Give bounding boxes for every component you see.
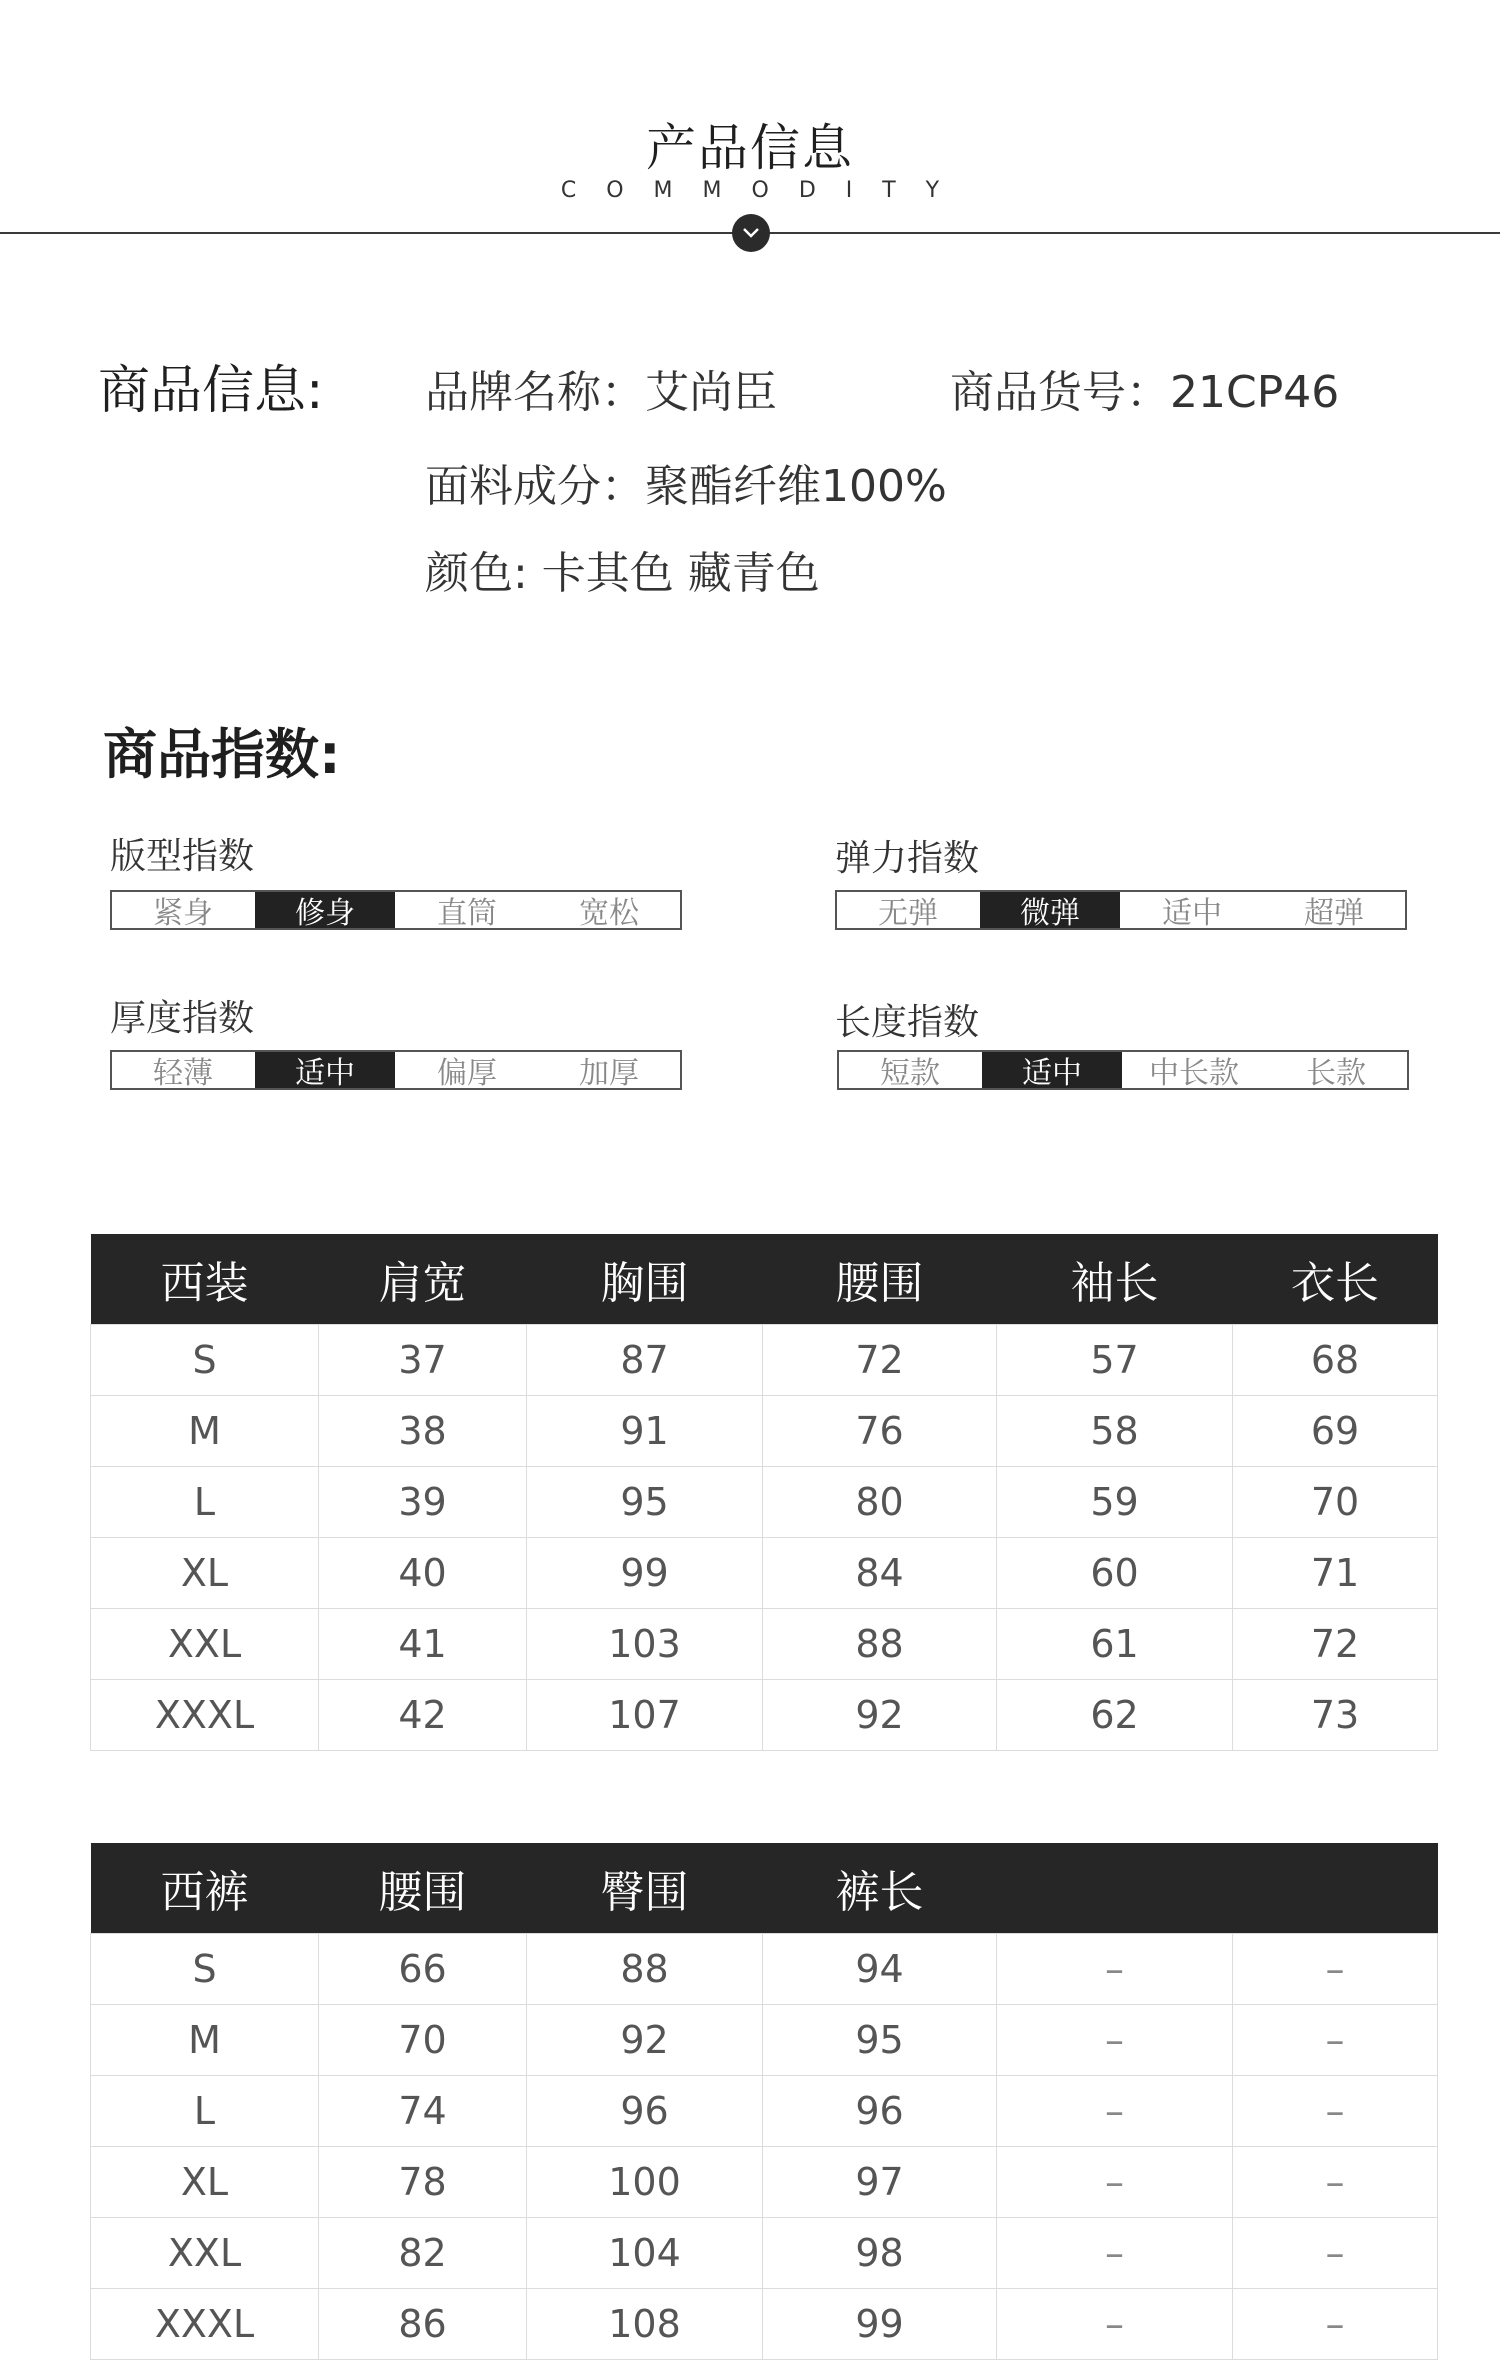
table-cell: 72 — [763, 1325, 997, 1396]
table-cell: 96 — [763, 2076, 997, 2147]
thickness-index-scale — [110, 1050, 682, 1090]
index-option: 紧身 — [153, 896, 213, 931]
table-cell: – — [1233, 2289, 1438, 2360]
stretch-index-scale — [835, 890, 1407, 930]
table-cell: 95 — [763, 2005, 997, 2076]
suit-size-table — [90, 1234, 1438, 1751]
table-cell: M — [91, 2005, 319, 2076]
page-subtitle: COMMODITY — [560, 178, 970, 203]
column-header: 肩宽 — [319, 1234, 527, 1325]
table-row — [91, 2218, 1438, 2289]
table-header-row — [91, 1843, 1438, 1934]
table-row — [91, 1467, 1438, 1538]
table-cell: – — [997, 2218, 1233, 2289]
column-header — [997, 1843, 1233, 1934]
index-option: 直筒 — [437, 896, 497, 931]
index-option: 超弹 — [1304, 896, 1364, 931]
table-cell: – — [997, 2289, 1233, 2360]
column-header — [1233, 1843, 1438, 1934]
table-cell: – — [997, 2076, 1233, 2147]
table-cell: – — [1233, 2005, 1438, 2076]
table-cell: 78 — [319, 2147, 527, 2218]
fit-index-scale — [110, 890, 682, 930]
product-code: 商品货号：21CP46 — [950, 367, 1340, 418]
table-row — [91, 1396, 1438, 1467]
column-header: 西装 — [91, 1234, 319, 1325]
index-option: 宽松 — [579, 896, 639, 931]
table-cell: 97 — [763, 2147, 997, 2218]
table-cell: 108 — [527, 2289, 763, 2360]
column-header: 腰围 — [319, 1843, 527, 1934]
fit-index-label: 版型指数 — [110, 836, 255, 877]
table-cell: 86 — [319, 2289, 527, 2360]
table-cell: 72 — [1233, 1609, 1438, 1680]
table-cell: 80 — [763, 1467, 997, 1538]
column-header: 裤长 — [763, 1843, 997, 1934]
table-cell: 42 — [319, 1680, 527, 1751]
table-cell: – — [1233, 2147, 1438, 2218]
table-cell: S — [91, 1934, 319, 2005]
table-row — [91, 1934, 1438, 2005]
chevron-down-icon — [732, 214, 770, 252]
table-cell: M — [91, 1396, 319, 1467]
table-row — [91, 1538, 1438, 1609]
table-cell: XXL — [91, 1609, 319, 1680]
table-cell: 58 — [997, 1396, 1233, 1467]
index-option: 轻薄 — [153, 1056, 213, 1091]
index-option: 无弹 — [878, 896, 938, 931]
table-cell: 70 — [1233, 1467, 1438, 1538]
table-cell: 59 — [997, 1467, 1233, 1538]
index-option: 适中 — [982, 1052, 1122, 1088]
table-cell: 66 — [319, 1934, 527, 2005]
table-header-row — [91, 1234, 1438, 1325]
table-cell: L — [91, 1467, 319, 1538]
table-cell: 103 — [527, 1609, 763, 1680]
table-cell: 88 — [763, 1609, 997, 1680]
thickness-index-label: 厚度指数 — [110, 998, 255, 1039]
table-cell: XXL — [91, 2218, 319, 2289]
index-option: 中长款 — [1149, 1056, 1239, 1091]
table-cell: 68 — [1233, 1325, 1438, 1396]
index-option: 长款 — [1306, 1056, 1366, 1091]
column-header: 袖长 — [997, 1234, 1233, 1325]
table-row — [91, 2147, 1438, 2218]
index-option: 短款 — [880, 1056, 940, 1091]
table-cell: 69 — [1233, 1396, 1438, 1467]
column-header: 西裤 — [91, 1843, 319, 1934]
fabric-composition: 面料成分：聚酯纤维100% — [425, 461, 947, 512]
column-header: 衣长 — [1233, 1234, 1438, 1325]
table-cell: 100 — [527, 2147, 763, 2218]
table-cell: 84 — [763, 1538, 997, 1609]
column-header: 腰围 — [763, 1234, 997, 1325]
table-cell: – — [997, 2147, 1233, 2218]
table-row — [91, 1325, 1438, 1396]
table-cell: 95 — [527, 1467, 763, 1538]
table-cell: 76 — [763, 1396, 997, 1467]
table-row — [91, 1609, 1438, 1680]
table-cell: XL — [91, 1538, 319, 1609]
table-cell: XL — [91, 2147, 319, 2218]
table-cell: 82 — [319, 2218, 527, 2289]
table-cell: 94 — [763, 1934, 997, 2005]
column-header: 胸围 — [527, 1234, 763, 1325]
index-option: 偏厚 — [437, 1056, 497, 1091]
brand-name: 品牌名称：艾尚臣 — [425, 367, 777, 418]
table-cell: 39 — [319, 1467, 527, 1538]
table-cell: 40 — [319, 1538, 527, 1609]
table-cell: S — [91, 1325, 319, 1396]
table-cell: – — [997, 1934, 1233, 2005]
index-option: 修身 — [255, 892, 395, 928]
length-index-label: 长度指数 — [835, 1002, 980, 1043]
table-cell: 107 — [527, 1680, 763, 1751]
table-cell: 37 — [319, 1325, 527, 1396]
table-cell: – — [1233, 2218, 1438, 2289]
table-cell: 92 — [763, 1680, 997, 1751]
table-cell: 60 — [997, 1538, 1233, 1609]
table-cell: XXXL — [91, 1680, 319, 1751]
table-cell: 91 — [527, 1396, 763, 1467]
table-cell: 99 — [763, 2289, 997, 2360]
color-options: 颜色: 卡其色 藏青色 — [425, 548, 820, 599]
table-row — [91, 2076, 1438, 2147]
table-cell: 98 — [763, 2218, 997, 2289]
index-option: 加厚 — [579, 1056, 639, 1091]
table-cell: 96 — [527, 2076, 763, 2147]
info-heading: 商品信息: — [98, 361, 324, 421]
table-cell: 70 — [319, 2005, 527, 2076]
table-cell: 62 — [997, 1680, 1233, 1751]
table-cell: – — [1233, 2076, 1438, 2147]
table-cell: 73 — [1233, 1680, 1438, 1751]
table-cell: – — [997, 2005, 1233, 2076]
table-cell: 87 — [527, 1325, 763, 1396]
table-cell: 88 — [527, 1934, 763, 2005]
table-cell: 74 — [319, 2076, 527, 2147]
table-cell: 104 — [527, 2218, 763, 2289]
index-option: 微弹 — [980, 892, 1120, 928]
table-cell: 38 — [319, 1396, 527, 1467]
table-cell: 41 — [319, 1609, 527, 1680]
page-title: 产品信息 — [646, 119, 854, 177]
table-cell: XXXL — [91, 2289, 319, 2360]
table-cell: – — [1233, 1934, 1438, 2005]
column-header: 臀围 — [527, 1843, 763, 1934]
pants-size-table — [90, 1843, 1438, 2360]
table-cell: 61 — [997, 1609, 1233, 1680]
stretch-index-label: 弹力指数 — [835, 838, 980, 879]
table-row — [91, 2289, 1438, 2360]
index-option: 适中 — [255, 1052, 395, 1088]
table-cell: L — [91, 2076, 319, 2147]
table-cell: 99 — [527, 1538, 763, 1609]
index-option: 适中 — [1162, 896, 1222, 931]
length-index-scale — [837, 1050, 1409, 1090]
table-cell: 57 — [997, 1325, 1233, 1396]
table-row — [91, 2005, 1438, 2076]
table-row — [91, 1680, 1438, 1751]
table-cell: 92 — [527, 2005, 763, 2076]
table-cell: 71 — [1233, 1538, 1438, 1609]
index-heading: 商品指数: — [103, 723, 341, 786]
